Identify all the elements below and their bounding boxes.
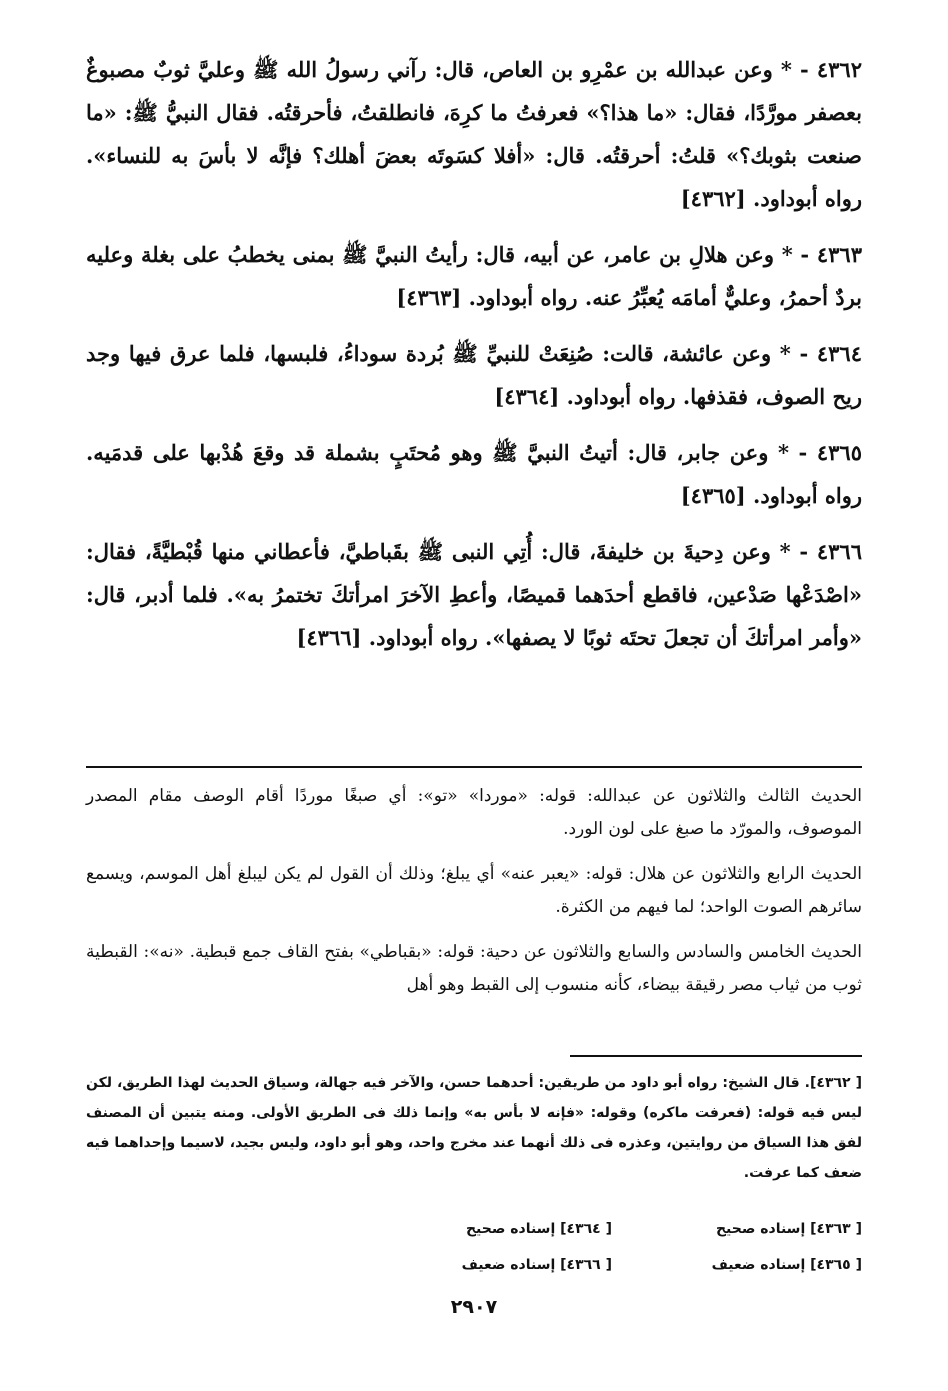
hadith-ref: [٤٣٦٢] [680,186,746,211]
footnote-grading: [ ٤٣٦٤] إسناده صحيح [465,1221,612,1237]
hadith-ref: [٤٣٦٦] [296,625,362,650]
footnote-grading: [ ٤٣٦٣] إسناده صحيح [715,1221,862,1237]
hadith-ref: [٤٣٦٥] [680,483,746,508]
hadith-4363 [86,233,862,319]
commentary-section [86,780,862,1014]
commentary-divider [86,766,862,768]
footnote-grading: [ ٤٣٦٦] إسناده ضعيف [461,1257,612,1273]
footnote-grading: [ ٤٣٦٥] إسناده ضعيف [711,1257,862,1273]
hadith-text: ٤٣٦٣ - * وعن هلالِ بن عامر، عن أبيه، قال: رأيتُ النبيَّ ﷺ بمنى يخطبُ على بغلة وعليه بردٌ أحمرُ، وعليٌّ أمامَه يُعبِّرُ عنه. رواه أبوداود. [86,242,862,310]
commentary-paragraph: الحديث الرابع والثلاثون عن هلال: قوله: «يعبر عنه» أي يبلغ؛ وذلك أن القول لم يكن ليبلغ أهل الموسم، ويسمع سائرهم الصوت الواحد؛ لما فيهم من الكثرة. [86,864,862,917]
hadith-ref: [٤٣٦٤] [494,384,560,409]
hadith-4364 [86,332,862,418]
footnotes-section [86,1068,862,1188]
hadith-text: ٤٣٦٢ - * وعن عبدالله بن عمْرِو بن العاص، قال: رآني رسولُ الله ﷺ وعليَّ ثوبٌ مصبوغٌ بعصفر مورَّدًا، فقال: «ما هذا؟» فعرفتُ ما كرِهَ، فانطلقتُ، فأحرقتُه. فقال النبيُّ ﷺ: «ما صنعت بثوبك؟» قلتُ: أحرقتُه. قال: «أفلا كسَوتَه بعضَ أهلك؟ فإنَّه لا بأسَ به للنساء». رواه أبوداود. [86,57,862,211]
commentary-paragraph: الحديث الخامس والسادس والسابع والثلاثون عن دحية: قوله: «بقباطي» بفتح القاف جمع قبطية. «نه»: القبطية ثوب من ثياب مصر رقيقة بيضاء، كأنه منسوب إلى القبط وهو أهل [86,942,862,995]
hadith-4365 [86,431,862,517]
hadith-text: ٤٣٦٤ - * وعن عائشة، قالت: صُنِعَتْ للنبيِّ ﷺ بُردة سوداءُ، فلبسها، فلما عرق فيها وجد ريح الصوف، فقذفها. رواه أبوداود. [86,341,862,409]
hadith-text: ٤٣٦٦ - * وعن دِحيةَ بن خليفةَ، قال: أُتِي النبى ﷺ بقَباطيَّ، فأعطاني منها قُبْطيَّةً، فقال: «اصْدَعْها صَدْعين، فاقطع أحدَهما قميصًا، وأعطِ الآخرَ امرأتكَ تختمرُ به». فلما أدبر، قال: «وأمر امرأتكَ أن تجعلَ تحتَه ثوبًا لا يصفها». رواه أبوداود. [86,539,862,650]
hadith-4366 [86,530,862,659]
footnote-divider [570,1055,862,1057]
hadith-4362 [86,48,862,220]
footnote-row [362,1211,862,1247]
footnote-row [362,1247,862,1283]
page-number: ٢٩٠٧ [450,1296,498,1318]
footnote-grading-grid [362,1211,862,1283]
hadith-text: ٤٣٦٥ - * وعن جابر، قال: أتيتُ النبيَّ ﷺ وهو مُحتَبٍ بشملة قد وقعَ هُدْبها على قدمَيه. رواه أبوداود. [86,440,862,508]
footnote-main: [ ٤٣٦٢]. قال الشيخ: رواه أبو داود من طريقين: أحدهما حسن، والآخر فيه جهالة، وسياق الحديث لهذا الطريق، لكن ليس فيه قوله: (فعرفت ماكره) وقوله: «فإنه لا بأس به» وإنما ذلك فى الطريق الأولى. ومنه يتبين أن المصنف لفق هذا السياق من روايتين، وعذره فى ذلك أنهما عند مخرج واحد، وهو أبو داود، وليس بجيد، لاسيما وإحداهما فيه ضعف كما عرفت. [86,1075,862,1181]
hadith-section [86,48,862,672]
commentary-paragraph: الحديث الثالث والثلاثون عن عبدالله: قوله: «موردا» «تو»: أي صبغًا موردًا أقام الوصف مقام المصدر الموصوف، والمورّد ما صبغ على لون الورد. [86,786,862,839]
hadith-ref: [٤٣٦٣] [396,285,462,310]
